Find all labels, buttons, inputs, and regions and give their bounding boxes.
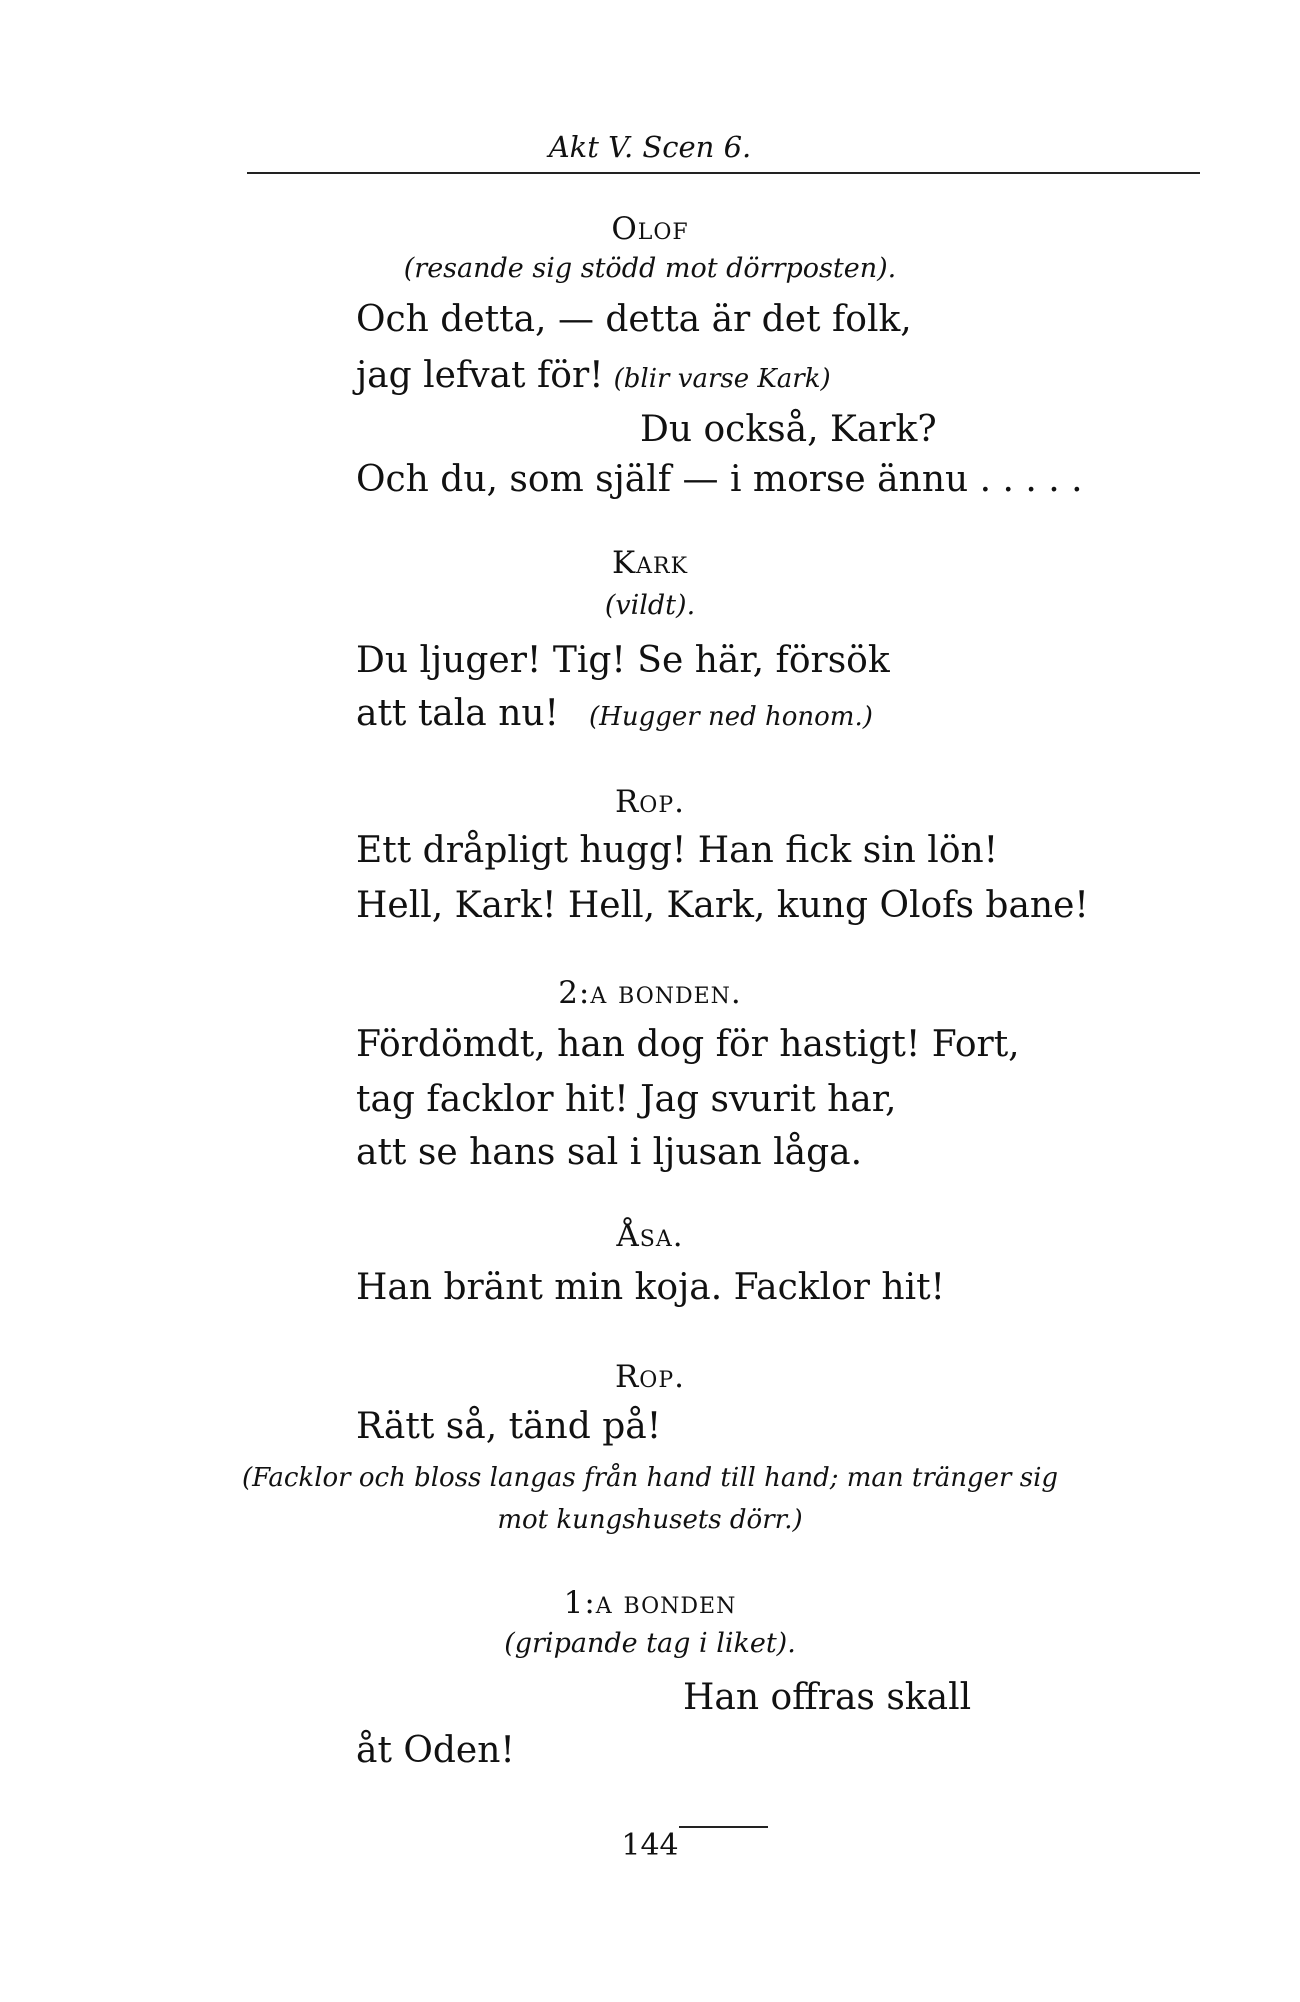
verse-line: Ett dråpligt hugg! Han fick sin lön! xyxy=(356,830,999,871)
verse-line: jag lefvat för! (blir varse Kark) xyxy=(356,355,831,396)
page-number: 144 xyxy=(621,1828,679,1863)
verse-line: att tala nu! (Hugger ned honom.) xyxy=(356,693,873,734)
verse-line: Hell, Kark! Hell, Kark, kung Olofs bane! xyxy=(356,885,1089,926)
speaker-asa: Åsa. xyxy=(616,1218,684,1254)
stage-direction: mot kungshusets dörr.) xyxy=(497,1505,803,1535)
header-rule xyxy=(247,172,1200,174)
speaker-kark: Kark xyxy=(611,545,689,581)
verse-line: Fördömdt, han dog för hastigt! Fort, xyxy=(356,1024,1020,1065)
verse-line: Han bränt min koja. Facklor hit! xyxy=(356,1267,946,1308)
verse-line: Du ljuger! Tig! Se här, försök xyxy=(356,640,890,681)
verse-line: Rätt så, tänd på! xyxy=(356,1406,662,1447)
running-header: Akt V. Scen 6. xyxy=(548,130,752,164)
speaker-rop: Rop. xyxy=(614,784,686,820)
speaker-rop: Rop. xyxy=(614,1359,686,1395)
stage-direction-olof: (resande sig stödd mot dörrposten). xyxy=(403,253,897,284)
stage-direction-forsta-bonden: (gripande tag i liket). xyxy=(504,1628,796,1659)
stage-direction-kark: (vildt). xyxy=(604,590,696,621)
verse-line: åt Oden! xyxy=(356,1730,515,1771)
speaker-forsta-bonden: 1:a bonden xyxy=(563,1585,737,1621)
stage-direction: (Facklor och bloss langas från hand till hand; man tränger sig xyxy=(241,1463,1059,1493)
verse-line: att se hans sal i ljusan låga. xyxy=(356,1132,863,1173)
verse-line: Han offras skall xyxy=(683,1677,972,1718)
inline-stage-direction: (Hugger ned honom.) xyxy=(589,702,873,732)
inline-stage-direction: (blir varse Kark) xyxy=(613,364,831,394)
verse-line: Du också, Kark? xyxy=(640,409,937,450)
verse-line: Och du, som själf — i morse ännu . . . . . xyxy=(356,459,1083,500)
verse-line: Och detta, — detta är det folk, xyxy=(356,299,912,340)
verse-line: tag facklor hit! Jag svurit har, xyxy=(356,1079,897,1120)
speaker-olof: Olof xyxy=(611,211,689,247)
speaker-andra-bonden: 2:a bonden. xyxy=(558,975,742,1011)
